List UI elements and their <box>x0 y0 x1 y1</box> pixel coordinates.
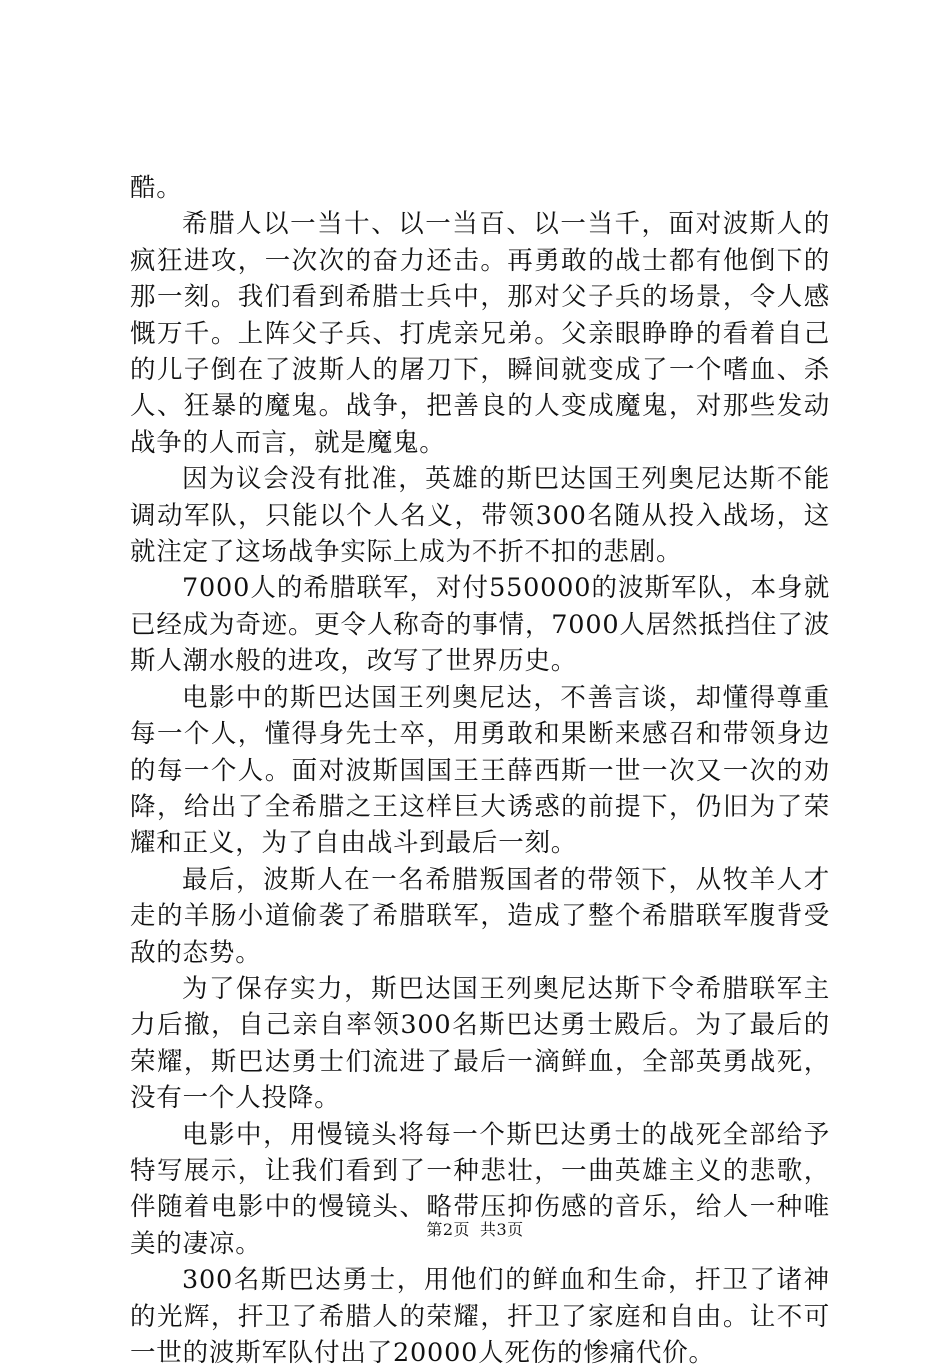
page-total: 共3页 <box>480 1220 524 1239</box>
paragraph-council: 因为议会没有批准，英雄的斯巴达国王列奥尼达斯不能调动军队，只能以个人名义，带领300名随从投入战场，这就注定了这场战争实际上成为不折不扣的悲剧。 <box>130 464 830 568</box>
paragraph-three-hundred: 300名斯巴达勇士，用他们的鲜血和生命，扞卫了诸神的光辉，扞卫了希腊人的荣耀，扞卫了家庭和自由。让不可一世的波斯军队付出了20000人死伤的惨痛代价。 <box>130 1265 830 1368</box>
page-footer <box>0 1220 950 1240</box>
paragraph-greek-army: 7000人的希腊联军，对付550000的波斯军队，本身就已经成为奇迹。更令人称奇的事情，7000人居然抵挡住了波斯人潮水般的进攻，改写了世界历史。 <box>130 573 830 677</box>
paragraph-slow-motion: 电影中，用慢镜头将每一个斯巴达勇士的战死全部给予特写展示，让我们看到了一种悲壮，一曲英雄主义的悲歌，伴随着电影中的慢镜头、略带压抑伤感的音乐，给人一种唯美的凄凉。 <box>130 1119 830 1259</box>
paragraph-continuation: 酷。 <box>130 173 183 203</box>
paragraph-greek-resistance: 希腊人以一当十、以一当百、以一当千，面对波斯人的疯狂进攻，一次次的奋力还击。再勇敢的战士都有他倒下的那一刻。我们看到希腊士兵中，那对父子兵的场景，令人感慨万千。上阵父子兵、打虎亲兄弟。父亲眼睁睁的看着自己的儿子倒在了波斯人的屠刀下，瞬间就变成了一个嗜血、杀人、狂暴的魔鬼。战争，把善良的人变成魔鬼，对那些发动战争的人而言，就是魔鬼。 <box>130 209 830 458</box>
document-body <box>130 170 830 1371</box>
paragraph-betrayal: 最后，波斯人在一名希腊叛国者的带领下，从牧羊人才走的羊肠小道偷袭了希腊联军，造成了整个希腊联军腹背受敌的态势。 <box>130 864 830 968</box>
page-number: 第2页 <box>426 1220 470 1239</box>
paragraph-rearguard: 为了保存实力，斯巴达国王列奥尼达斯下令希腊联军主力后撤，自己亲自率领300名斯巴达勇士殿后。为了最后的荣耀，斯巴达勇士们流进了最后一滴鲜血，全部英勇战死，没有一个人投降。 <box>130 973 830 1114</box>
paragraph-king-leonidas: 电影中的斯巴达国王列奥尼达，不善言谈，却懂得尊重每一个人，懂得身先士卒，用勇敢和果断来感召和带领身边的每一个人。面对波斯国国王王薛西斯一世一次又一次的劝降，给出了全希腊之王这样巨大诱惑的前提下，仍旧为了荣耀和正义，为了自由战斗到最后一刻。 <box>130 682 830 859</box>
